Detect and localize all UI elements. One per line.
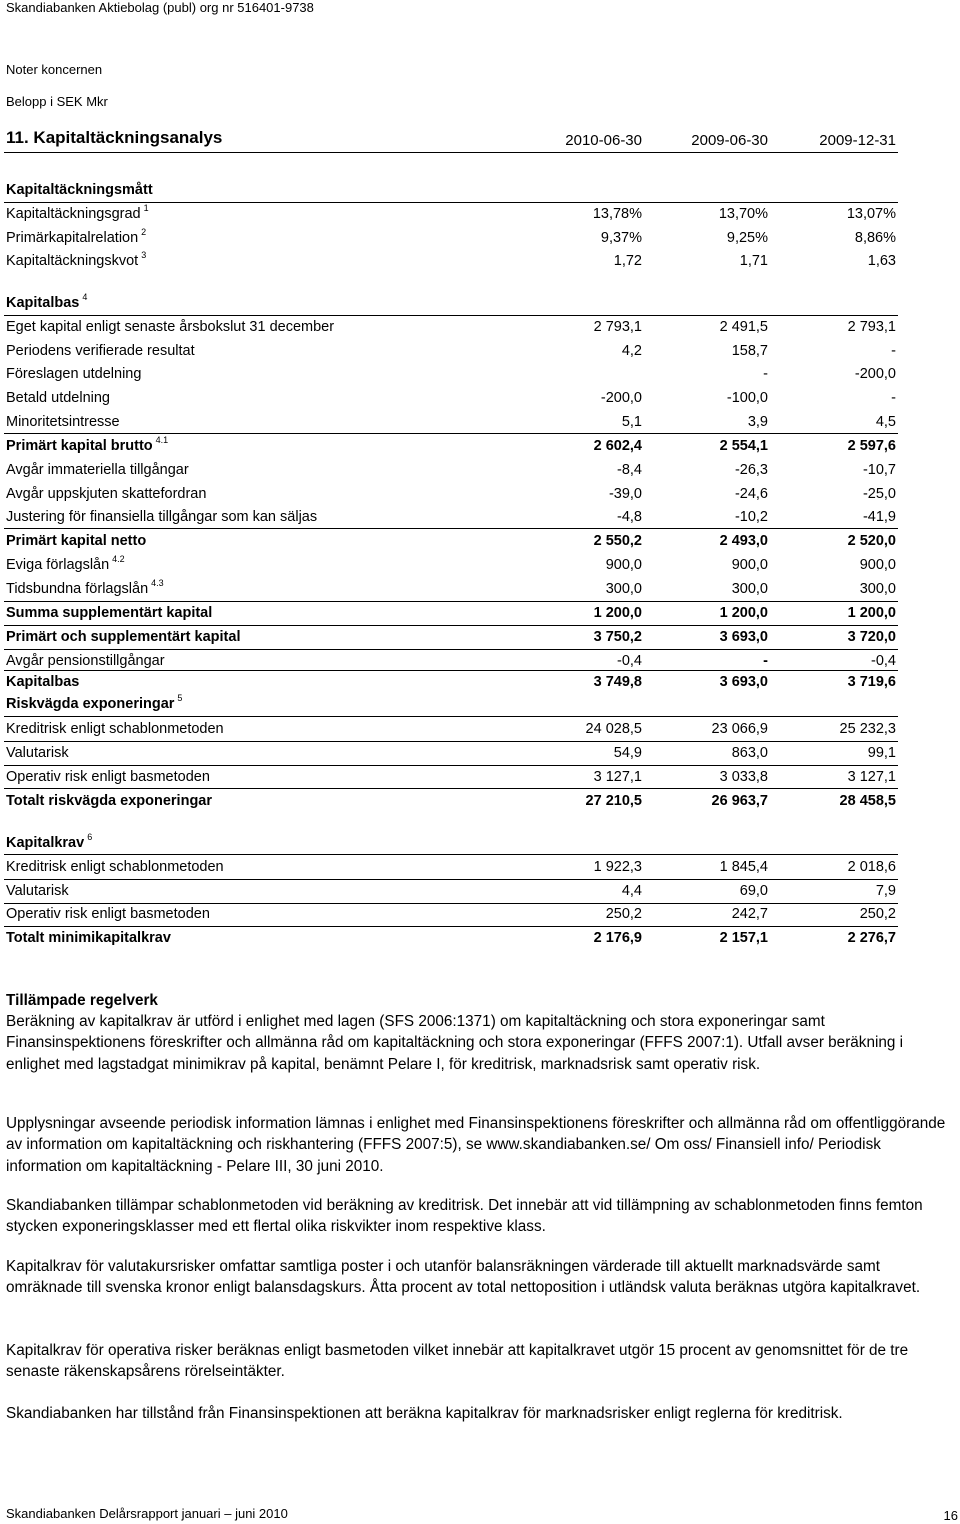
row-label: Tidsbundna förlagslån $^{4.3}$ [6, 578, 164, 597]
cell: 2 597,6 [847, 438, 896, 454]
row-label: Minoritetsintresse [6, 414, 120, 430]
paragraph: Upplysningar avseende periodisk information lämnas i enlighet med Finansinspektionens föreskrifter och allmänna råd om offentliggörande av information om kapitaltäckning och riskhantering (FFFS 2007:5), se www.skandiabanken.se/ Om oss/ Finansiell info/ Periodisk information om kapitaltäckning - Pelare III, 30 juni 2010. [6, 1115, 946, 1175]
cell: 1 922,3 [593, 859, 642, 875]
row-rule [4, 788, 898, 789]
footnote-ref: 4 [82, 292, 88, 302]
paragraph: Kapitalkrav för operativa risker beräknas enligt basmetoden vilket innebär att kapitalkravet utgör 15 procent av genomsnittet för de tre senaste räkenskapsårens rörelseintäkter. [6, 1342, 909, 1381]
cell: - [763, 366, 768, 382]
cell: 69,0 [739, 883, 768, 899]
cell: 300,0 [731, 581, 768, 597]
cell: 2 602,4 [593, 438, 642, 454]
cell: 13,78% [592, 206, 642, 222]
paragraph: Kapitalkrav för valutakursrisker omfattar samtliga poster i och utanför balansräkningen värderade till aktuellt marknadsvärde samt omräknade till svenska kronor enligt balansdagskurs. Åtta procent av total nettoposition i utländsk valuta beräknas utgöra kapitalkravet. [6, 1258, 921, 1297]
cell: 4,2 [621, 343, 642, 359]
paragraph: Skandiabanken tillämpar schablonmetoden vid beräkning av kreditrisk. Det innebär att vid tillämpning av schablonmetoden finns femton stycken exponeringsklasser med ett flertal olika riskvikter inom respektive klass. [6, 1197, 923, 1236]
row-label: Summa supplementärt kapital [6, 605, 213, 621]
cell: 863,0 [731, 745, 768, 761]
row-label: Kreditrisk enligt schablonmetoden [6, 721, 224, 737]
cell: 26 963,7 [711, 793, 768, 809]
row-label: Eget kapital enligt senaste årsbokslut 31 december [6, 319, 335, 335]
table-row [6, 928, 898, 950]
row-label: Kreditrisk enligt schablonmetoden [6, 859, 224, 875]
row-rule [4, 315, 898, 316]
cell: 2 550,2 [593, 533, 642, 549]
cell: - [891, 390, 896, 406]
cell: 8,86% [854, 230, 896, 246]
row-rule [4, 649, 898, 650]
cell: 2 491,5 [719, 319, 768, 335]
row-rule [4, 765, 898, 766]
cell: 300,0 [859, 581, 896, 597]
row-label: Kapitalbas $^4$ [6, 292, 88, 311]
row-label: Avgår pensionstillgångar [6, 653, 165, 669]
cell: 300,0 [605, 581, 642, 597]
table-row [6, 857, 898, 879]
cell: 4,5 [875, 414, 896, 430]
cell: 2 793,1 [847, 319, 896, 335]
footnote-ref: 6 [87, 832, 93, 842]
paragraph: Beräkning av kapitalkrav är utförd i enlighet med lagen (SFS 2006:1371) om kapitaltäckning och stora exponeringar samt Finansinspektionens föreskrifter och allmänna råd om kapitaltäckning och stora exponeringar (FFFS 2007:1). Utfall avser beräkning i enlighet med lagstadgat minimikrav på kapital, benämnt Pelare I, för kreditrisk, marknadsrisk samt operativ risk. [6, 1013, 904, 1073]
table-row [6, 293, 898, 315]
cell: 13,70% [718, 206, 768, 222]
cell: 9,25% [726, 230, 768, 246]
cell: -10,7 [862, 462, 896, 478]
page-number: 16 [943, 1508, 958, 1523]
cell: 3 749,8 [593, 674, 642, 690]
table-row [6, 719, 898, 741]
cell: 3 750,2 [593, 629, 642, 645]
paragraph: Skandiabanken har tillstånd från Finansinspektionen att beräkna kapitalkrav för marknadsrisker enligt reglerna för kreditrisk. [6, 1405, 843, 1422]
row-label: Primärt kapital brutto $^{4.1}$ [6, 435, 169, 454]
row-rule [4, 625, 898, 626]
footnote-ref: 5 [177, 693, 183, 703]
column-date-3: 2009-12-31 [819, 132, 896, 149]
cell: 27 210,5 [585, 793, 642, 809]
column-date-2: 2009-06-30 [691, 132, 768, 149]
row-label: Kapitalkrav $^6$ [6, 832, 93, 851]
row-label: Justering för finansiella tillgångar som kan säljas [6, 509, 318, 525]
footer-text: Skandiabanken Delårsrapport januari – juni 2010 [6, 1506, 288, 1521]
cell: -25,0 [862, 486, 896, 502]
cell: 2 018,6 [847, 859, 896, 875]
cell: 158,7 [731, 343, 768, 359]
row-label: Primärt kapital netto [6, 533, 147, 549]
header-rule [4, 152, 898, 153]
table-row [6, 507, 898, 529]
table-row [6, 743, 898, 765]
footnote-ref: 3 [141, 250, 147, 260]
cell: 2 157,1 [719, 930, 768, 946]
cell: 1 200,0 [719, 605, 768, 621]
row-rule [4, 879, 898, 880]
row-label: Kapitaltäckningsgrad $^1$ [6, 203, 149, 222]
cell: 1 845,4 [719, 859, 768, 875]
table-row [6, 881, 898, 903]
footnote-ref: 4.2 [112, 554, 125, 564]
table-row [6, 228, 898, 250]
cell: 3,9 [747, 414, 768, 430]
cell: 2 176,9 [593, 930, 642, 946]
table-row [6, 579, 898, 601]
row-rule [4, 741, 898, 742]
row-label: Operativ risk enligt basmetoden [6, 906, 210, 922]
table-row [6, 341, 898, 363]
table-row [6, 531, 898, 553]
table-row [6, 627, 898, 649]
row-label: Eviga förlagslån $^{4.2}$ [6, 554, 125, 573]
cell: -8,4 [617, 462, 642, 478]
cell: -200,0 [854, 366, 896, 382]
row-label: Operativ risk enligt basmetoden [6, 769, 210, 785]
cell: -4,8 [617, 509, 642, 525]
table-row [6, 694, 898, 716]
table-row [6, 555, 898, 577]
row-label: Avgår immateriella tillgångar [6, 462, 189, 478]
cell: 3 693,0 [719, 629, 768, 645]
cell: -10,2 [734, 509, 768, 525]
table-row [6, 204, 898, 226]
regulations-heading: Tillämpade regelverk [6, 992, 158, 1009]
cell: 250,2 [859, 906, 896, 922]
table-row [6, 436, 898, 458]
table-row [6, 180, 898, 202]
row-rule [4, 202, 898, 203]
cell: 7,9 [875, 883, 896, 899]
cell: 1,63 [867, 253, 896, 269]
row-rule [4, 601, 898, 602]
cell: -39,0 [608, 486, 642, 502]
row-label: Betald utdelning [6, 390, 110, 406]
cell: - [891, 343, 896, 359]
section-title: 11. Kapitaltäckningsanalys [6, 128, 223, 147]
cell: 3 719,6 [847, 674, 896, 690]
row-rule [4, 528, 898, 529]
table-row [6, 767, 898, 789]
row-label: Totalt minimikapitalkrav [6, 930, 171, 946]
table-row [6, 460, 898, 482]
cell: 2 520,0 [847, 533, 896, 549]
row-label: Kapitalbas [6, 674, 80, 690]
cell: -26,3 [734, 462, 768, 478]
row-label: Riskvägda exponeringar $^5$ [6, 693, 183, 712]
row-label: Kapitaltäckningskvot $^3$ [6, 250, 147, 269]
row-label: Periodens verifierade resultat [6, 343, 195, 359]
cell: 900,0 [605, 557, 642, 573]
row-label: Totalt riskvägda exponeringar [6, 793, 213, 809]
company-header: Skandiabanken Aktiebolag (publ) org nr 516401-9738 [6, 0, 314, 15]
cell: 9,37% [600, 230, 642, 246]
table-row [6, 791, 898, 813]
row-label: Primärt och supplementärt kapital [6, 629, 241, 645]
table-row [6, 904, 898, 926]
row-label: Valutarisk [6, 745, 69, 761]
footnote-ref: 4.3 [151, 578, 164, 588]
cell: 242,7 [731, 906, 768, 922]
cell: 3 693,0 [719, 674, 768, 690]
row-label: Föreslagen utdelning [6, 366, 142, 382]
row-label: Primärkapitalrelation $^2$ [6, 227, 147, 246]
table-row [6, 603, 898, 625]
cell: 2 493,0 [719, 533, 768, 549]
cell: 24 028,5 [585, 721, 642, 737]
cell: 54,9 [613, 745, 642, 761]
table-row [6, 484, 898, 506]
column-date-1: 2010-06-30 [565, 132, 642, 149]
footnote-ref: 4.1 [155, 435, 169, 445]
row-label: Avgår uppskjuten skattefordran [6, 486, 207, 502]
table-row [6, 833, 898, 855]
cell: -0,4 [617, 653, 642, 669]
table-row [6, 317, 898, 339]
table-row [6, 672, 898, 694]
cell: -41,9 [862, 509, 896, 525]
table-row [6, 388, 898, 410]
table-row [6, 364, 898, 386]
cell: -24,6 [734, 486, 768, 502]
cell: 900,0 [731, 557, 768, 573]
cell: 1 200,0 [847, 605, 896, 621]
table-row [6, 251, 898, 273]
footnote-ref: 1 [143, 203, 149, 213]
cell: 1,72 [613, 253, 642, 269]
cell: 3 127,1 [847, 769, 896, 785]
cell: 3 127,1 [593, 769, 642, 785]
row-rule [4, 433, 898, 434]
cell: 23 066,9 [711, 721, 768, 737]
cell: 900,0 [859, 557, 896, 573]
cell: -100,0 [726, 390, 768, 406]
cell: 2 793,1 [593, 319, 642, 335]
cell: 5,1 [621, 414, 642, 430]
cell: 2 554,1 [719, 438, 768, 454]
cell: 3 033,8 [719, 769, 768, 785]
row-rule [4, 670, 898, 671]
row-label: Kapitaltäckningsmått [6, 182, 153, 198]
cell: 1 200,0 [593, 605, 642, 621]
cell: 3 720,0 [847, 629, 896, 645]
cell: -200,0 [600, 390, 642, 406]
table-row [6, 412, 898, 434]
row-rule [4, 854, 898, 855]
cell: - [763, 653, 768, 669]
cell: 4,4 [621, 883, 642, 899]
cell: 250,2 [605, 906, 642, 922]
cell: 25 232,3 [839, 721, 896, 737]
cell: 1,71 [739, 253, 768, 269]
unit-label: Belopp i SEK Mkr [6, 94, 108, 109]
cell: 28 458,5 [839, 793, 896, 809]
cell: -0,4 [871, 653, 896, 669]
footnote-ref: 2 [141, 227, 147, 237]
cell: 13,07% [846, 206, 896, 222]
notes-label: Noter koncernen [6, 62, 103, 77]
row-rule [4, 716, 898, 717]
cell: 99,1 [867, 745, 896, 761]
cell: 2 276,7 [847, 930, 896, 946]
row-rule [4, 926, 898, 927]
row-label: Valutarisk [6, 883, 69, 899]
